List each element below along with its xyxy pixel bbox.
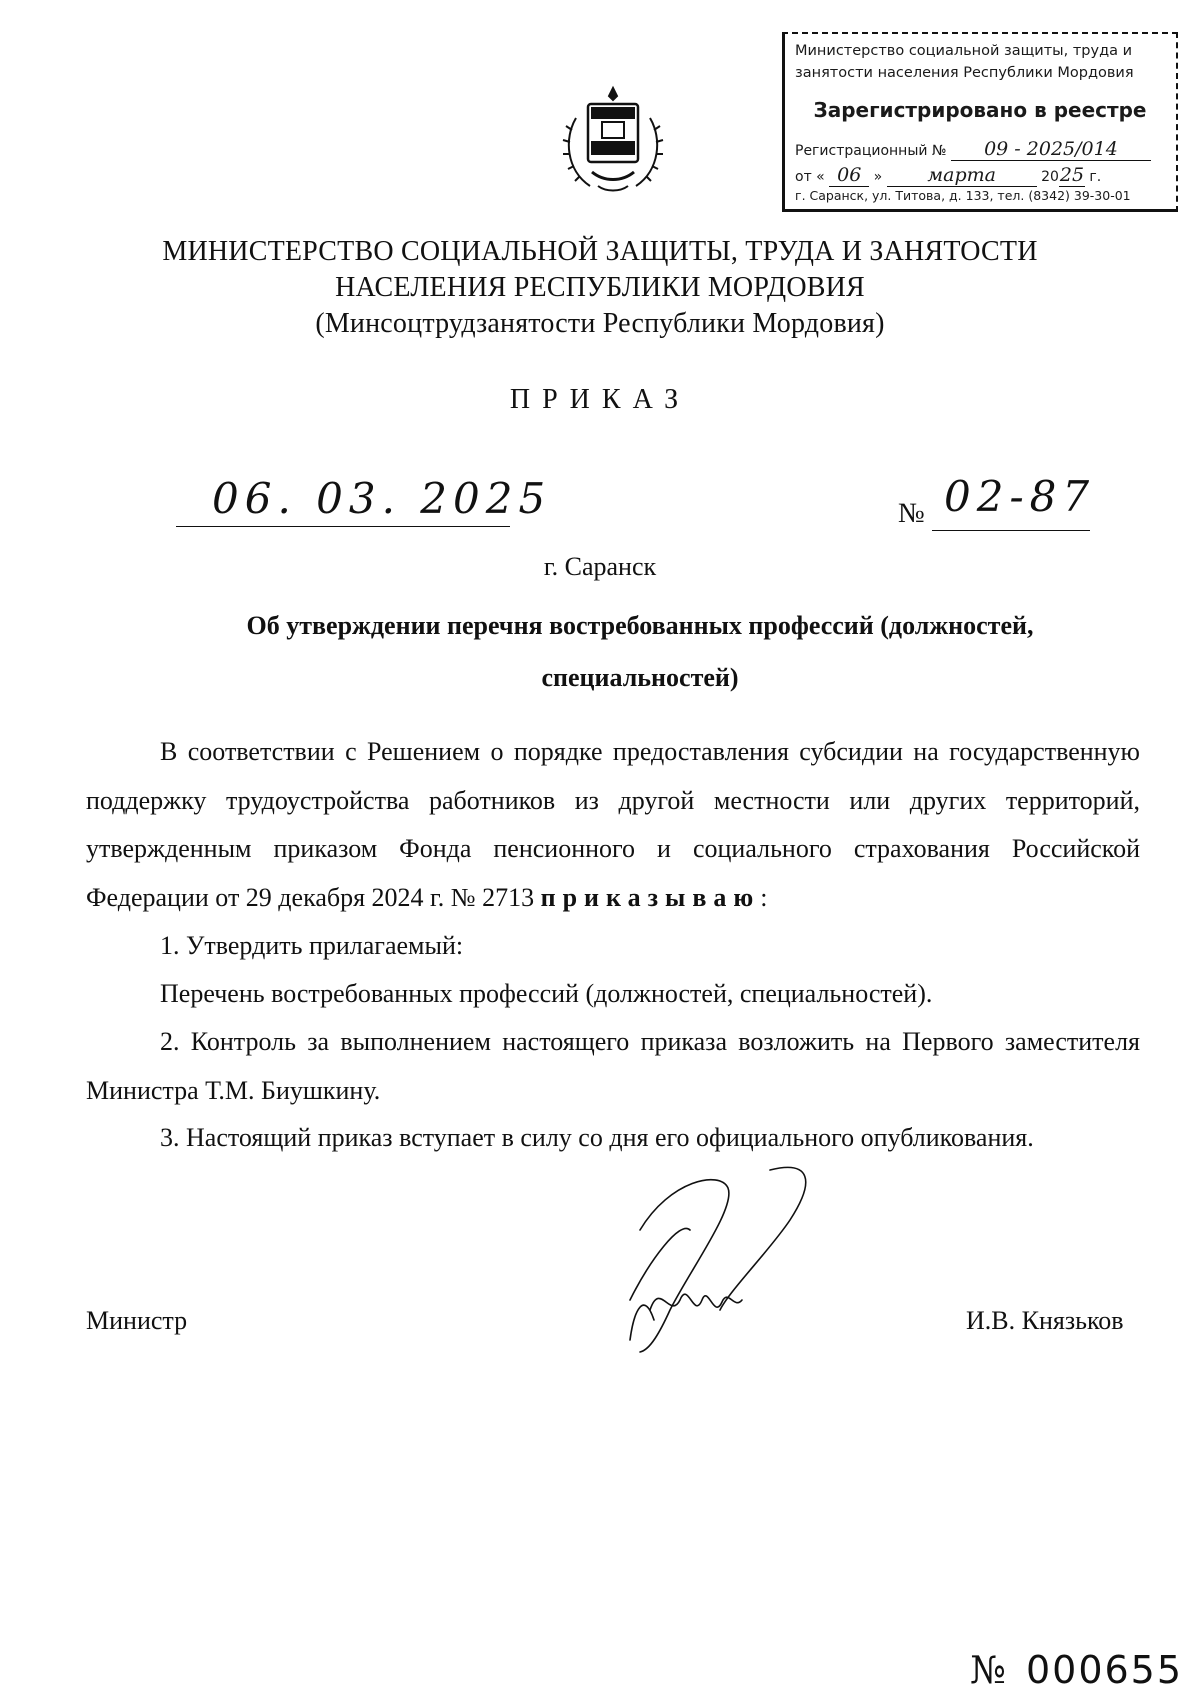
ministry-name-line1: МИНИСТЕРСТВО СОЦИАЛЬНОЙ ЗАЩИТЫ, ТРУДА И ЗАНЯТОСТИ xyxy=(162,236,1038,267)
intro-text: В соответствии с Решением о порядке предоставления субсидии на государственную поддержку трудоустройства работников из другой местности или других территорий, утвержденным приказом Фонда пенсионного и социального страхования Российской Федерации от 29 декабря 2024 г. № 2713 xyxy=(86,737,1140,912)
item-1: 1. Утвердить прилагаемый: xyxy=(160,931,464,960)
stamp-org-line1: Министерство социальной защиты, труда и xyxy=(795,43,1133,59)
stamp-date-suffix: г. xyxy=(1089,169,1102,185)
item-1-sub: Перечень востребованных профессий (должностей, специальностей). xyxy=(160,979,933,1008)
stamp-date-day: 06 xyxy=(829,164,869,187)
stamp-date-line xyxy=(795,164,1101,187)
order-heading xyxy=(200,600,1080,704)
signatory-name: И.В. Князьков xyxy=(966,1306,1124,1335)
stamp-address: г. Саранск, ул. Титова, д. 133, тел. (8342) 39-30-01 xyxy=(795,188,1131,203)
stamp-org-line2: занятости населения Республики Мордовия xyxy=(795,65,1134,81)
order-heading-line2: специальностей) xyxy=(541,663,739,692)
stamp-date-mid: » xyxy=(873,169,883,185)
stamp-title: Зарегистрировано в реестре xyxy=(813,98,1147,122)
stamp-date-year-prefix: 20 xyxy=(1041,169,1059,185)
item-3: 3. Настоящий приказ вступает в силу со дня его официального опубликования. xyxy=(160,1123,1034,1152)
handwritten-signature xyxy=(610,1160,830,1360)
stamp-reg-number: 09 - 2025/014 xyxy=(951,138,1151,161)
order-number: 02-87 xyxy=(944,472,1096,521)
coat-of-arms-emblem xyxy=(558,78,668,198)
order-number-underline xyxy=(932,530,1090,531)
ministry-short-name: (Минсоцтрудзанятости Республики Мордовия) xyxy=(315,308,885,339)
decree-word: приказываю xyxy=(540,882,761,912)
intro-paragraph xyxy=(86,728,1140,922)
order-date: 06. 03. 2025 xyxy=(212,474,552,523)
signatory-position: Министр xyxy=(86,1306,188,1335)
city: г. Саранск xyxy=(543,552,657,581)
form-serial-number xyxy=(970,1648,1183,1692)
serial-label: № xyxy=(970,1648,1008,1692)
order-date-underline xyxy=(176,526,510,527)
stamp-organization xyxy=(795,40,1177,84)
order-heading-line1: Об утверждении перечня востребованных профессий (должностей, xyxy=(246,611,1034,640)
document-type: ПРИКАЗ xyxy=(509,384,691,415)
stamp-date-year: 25 xyxy=(1059,164,1085,186)
stamp-date-prefix: от « xyxy=(795,169,825,185)
stamp-reg-number-line xyxy=(795,138,1151,161)
order-number-label: № xyxy=(898,498,925,529)
stamp-reg-label: Регистрационный № xyxy=(795,143,947,159)
ministry-name-line2: НАСЕЛЕНИЯ РЕСПУБЛИКИ МОРДОВИЯ xyxy=(335,272,865,303)
decree-colon: : xyxy=(760,882,768,912)
serial-value: 000655 xyxy=(1025,1648,1184,1692)
stamp-date-month: марта xyxy=(887,164,1037,187)
item-2: 2. Контроль за выполнением настоящего приказа возложить на Первого заместителя Министра Т.М. Биушкину. xyxy=(86,1027,1140,1105)
registry-stamp xyxy=(782,32,1178,212)
